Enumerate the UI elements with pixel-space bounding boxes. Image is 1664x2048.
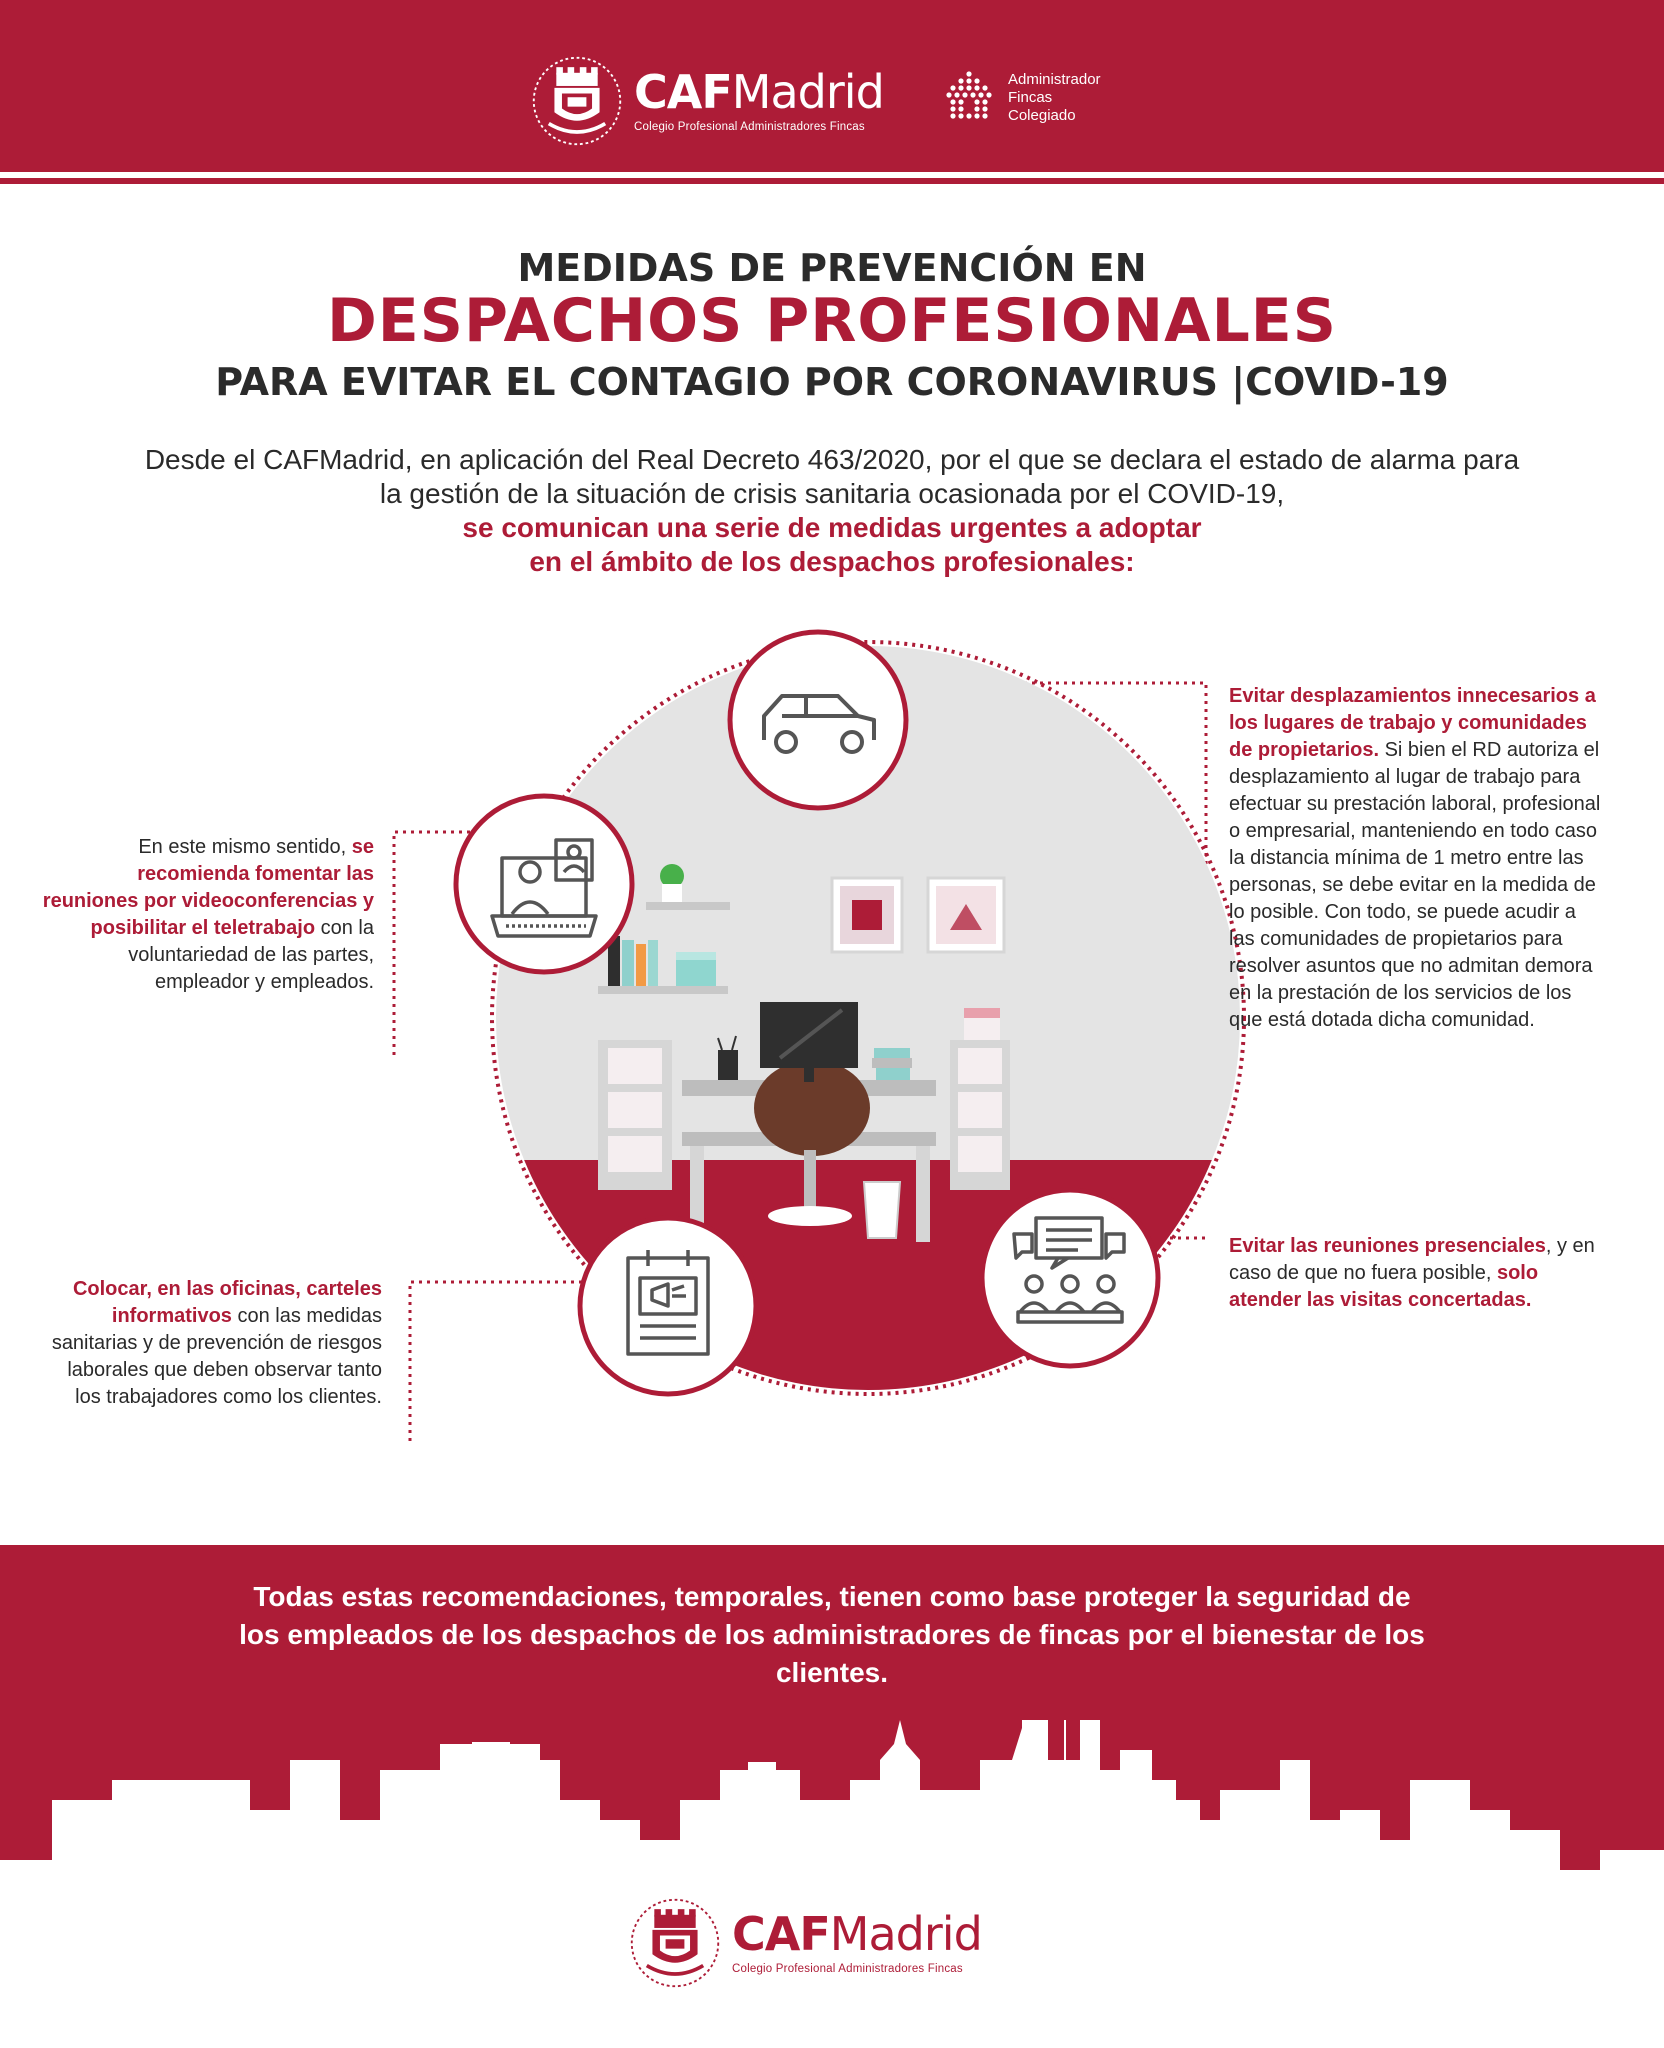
measure-posters-highlight: Colocar, en las oficinas, carteles informativos [72,1278,382,1327]
cafmadrid-footer-logo[interactable] [628,1896,982,1990]
footer-brand-light: Madrid [829,1907,982,1961]
measure-travel-highlight: Evitar desplazamientos innecesarios a los lugares de trabajo y comunidades de propietarios. [1229,685,1596,761]
afc-line-2: Fincas [1008,89,1053,106]
intro-highlight-1: se comunican una serie de medidas urgentes a adoptar [462,512,1202,543]
crest-icon [628,1896,722,1990]
videoconference-icon [456,796,632,972]
meeting-icon [982,1190,1158,1366]
title-line-1: MEDIDAS DE PREVENCIÓN EN [517,246,1147,290]
title-line-3: PARA EVITAR EL CONTAGIO POR CORONAVIRUS |COVID-19 [215,360,1449,404]
footer-logo-subtitle: Colegio Profesional Administradores Fincas [732,1963,963,1975]
measure-meetings-highlight-2: solo atender las visitas concertadas. [1229,1262,1539,1311]
intro-highlight-2: en el ámbito de los despachos profesionales: [529,546,1135,577]
measure-video [40,834,374,996]
poster-icon [580,1218,756,1394]
measure-travel [1229,683,1601,1034]
brand-bold: CAF [634,65,732,119]
measure-meetings [1229,1233,1601,1314]
afc-line-1: Administrador [1008,71,1101,88]
afc-line-3: Colegiado [1008,107,1076,124]
title-line-2: DESPACHOS PROFESIONALES [326,286,1338,356]
measure-video-text-1: En este mismo sentido, [138,836,352,858]
skyline-overlay [0,1720,1664,1900]
brand-light: Madrid [731,65,884,119]
car-icon [730,632,906,808]
measure-meetings-text: , y en caso de que no fuera posible, [1229,1235,1595,1284]
footer-brand-bold: CAF [732,1907,830,1961]
measure-posters-text: con las medidas sanitarias y de prevención de riesgos laborales que deben observar tanto los trabajadores como los clientes. [51,1305,382,1408]
measure-meetings-highlight-1: Evitar las reuniones presenciales [1229,1235,1546,1257]
measure-video-highlight: se recomienda fomentar las reuniones por videoconferencias y posibilitar el teletrabajo [42,836,374,939]
intro-text: Desde el CAFMadrid, en aplicación del Real Decreto 463/2020, por el que se declara el estado de alarma para la gestión de la situación de crisis sanitaria ocasionada por el COVID-19, [144,444,1520,509]
logo-subtitle: Colegio Profesional Administradores Fincas [634,121,865,133]
measure-video-text-2: con la voluntariedad de las partes, empleador y empleados. [128,917,374,993]
closing-statement: Todas estas recomendaciones, temporales, tienen como base proteger la seguridad de los empleados de los despachos de los administradores de fincas por el bienestar de los clientes. [239,1581,1425,1688]
measure-posters [40,1276,382,1411]
measure-travel-text: Si bien el RD autoriza el desplazamiento al lugar de trabajo para efectuar su prestación laboral, profesional o empresarial, manteniendo en todo caso la distancia mínima de 1 metro entre las personas, se debe evitar en la medida de lo posible. Con todo, se puede acudir a las comunidades de propietarios para resolver asuntos que no admitan demora en la prestación de los servicios de los que está dotada dicha comunidad. [1229,739,1601,1031]
